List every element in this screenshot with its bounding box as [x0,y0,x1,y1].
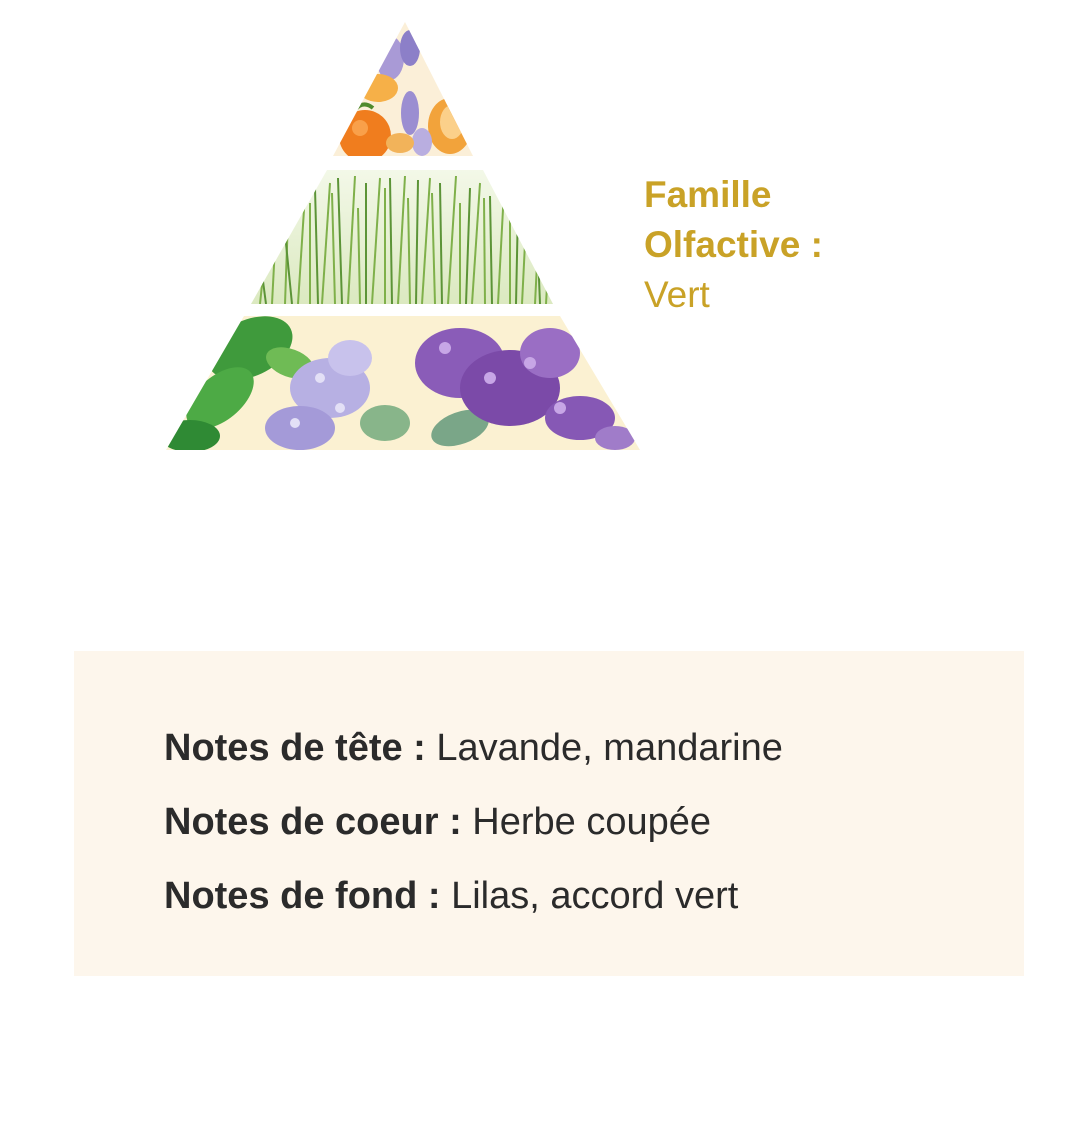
notes-fond-label: Notes de fond : [164,875,452,917]
notes-tete-row [164,727,783,770]
notes-coeur-value: Herbe coupée [472,801,712,843]
pyramid-tier-middle [251,170,553,304]
notes-fond-value: Lilas, accord vert [451,875,739,917]
notes-tete-label: Notes de tête : [164,727,437,769]
notes-fond-row [164,875,738,918]
notes-coeur-label: Notes de coeur : [164,801,473,843]
olfactive-pyramid-illustration [160,18,650,458]
famille-olfactive-label: Famille Olfactive : [644,174,823,265]
famille-olfactive [644,170,904,320]
notes-tete-value: Lavande, mandarine [436,727,783,769]
pyramid-tier-base [160,304,640,454]
notes-coeur-row [164,801,711,844]
famille-olfactive-value: Vert [644,274,710,315]
pyramid-tier-top [333,22,473,162]
fragrance-notes-panel [74,651,1024,976]
